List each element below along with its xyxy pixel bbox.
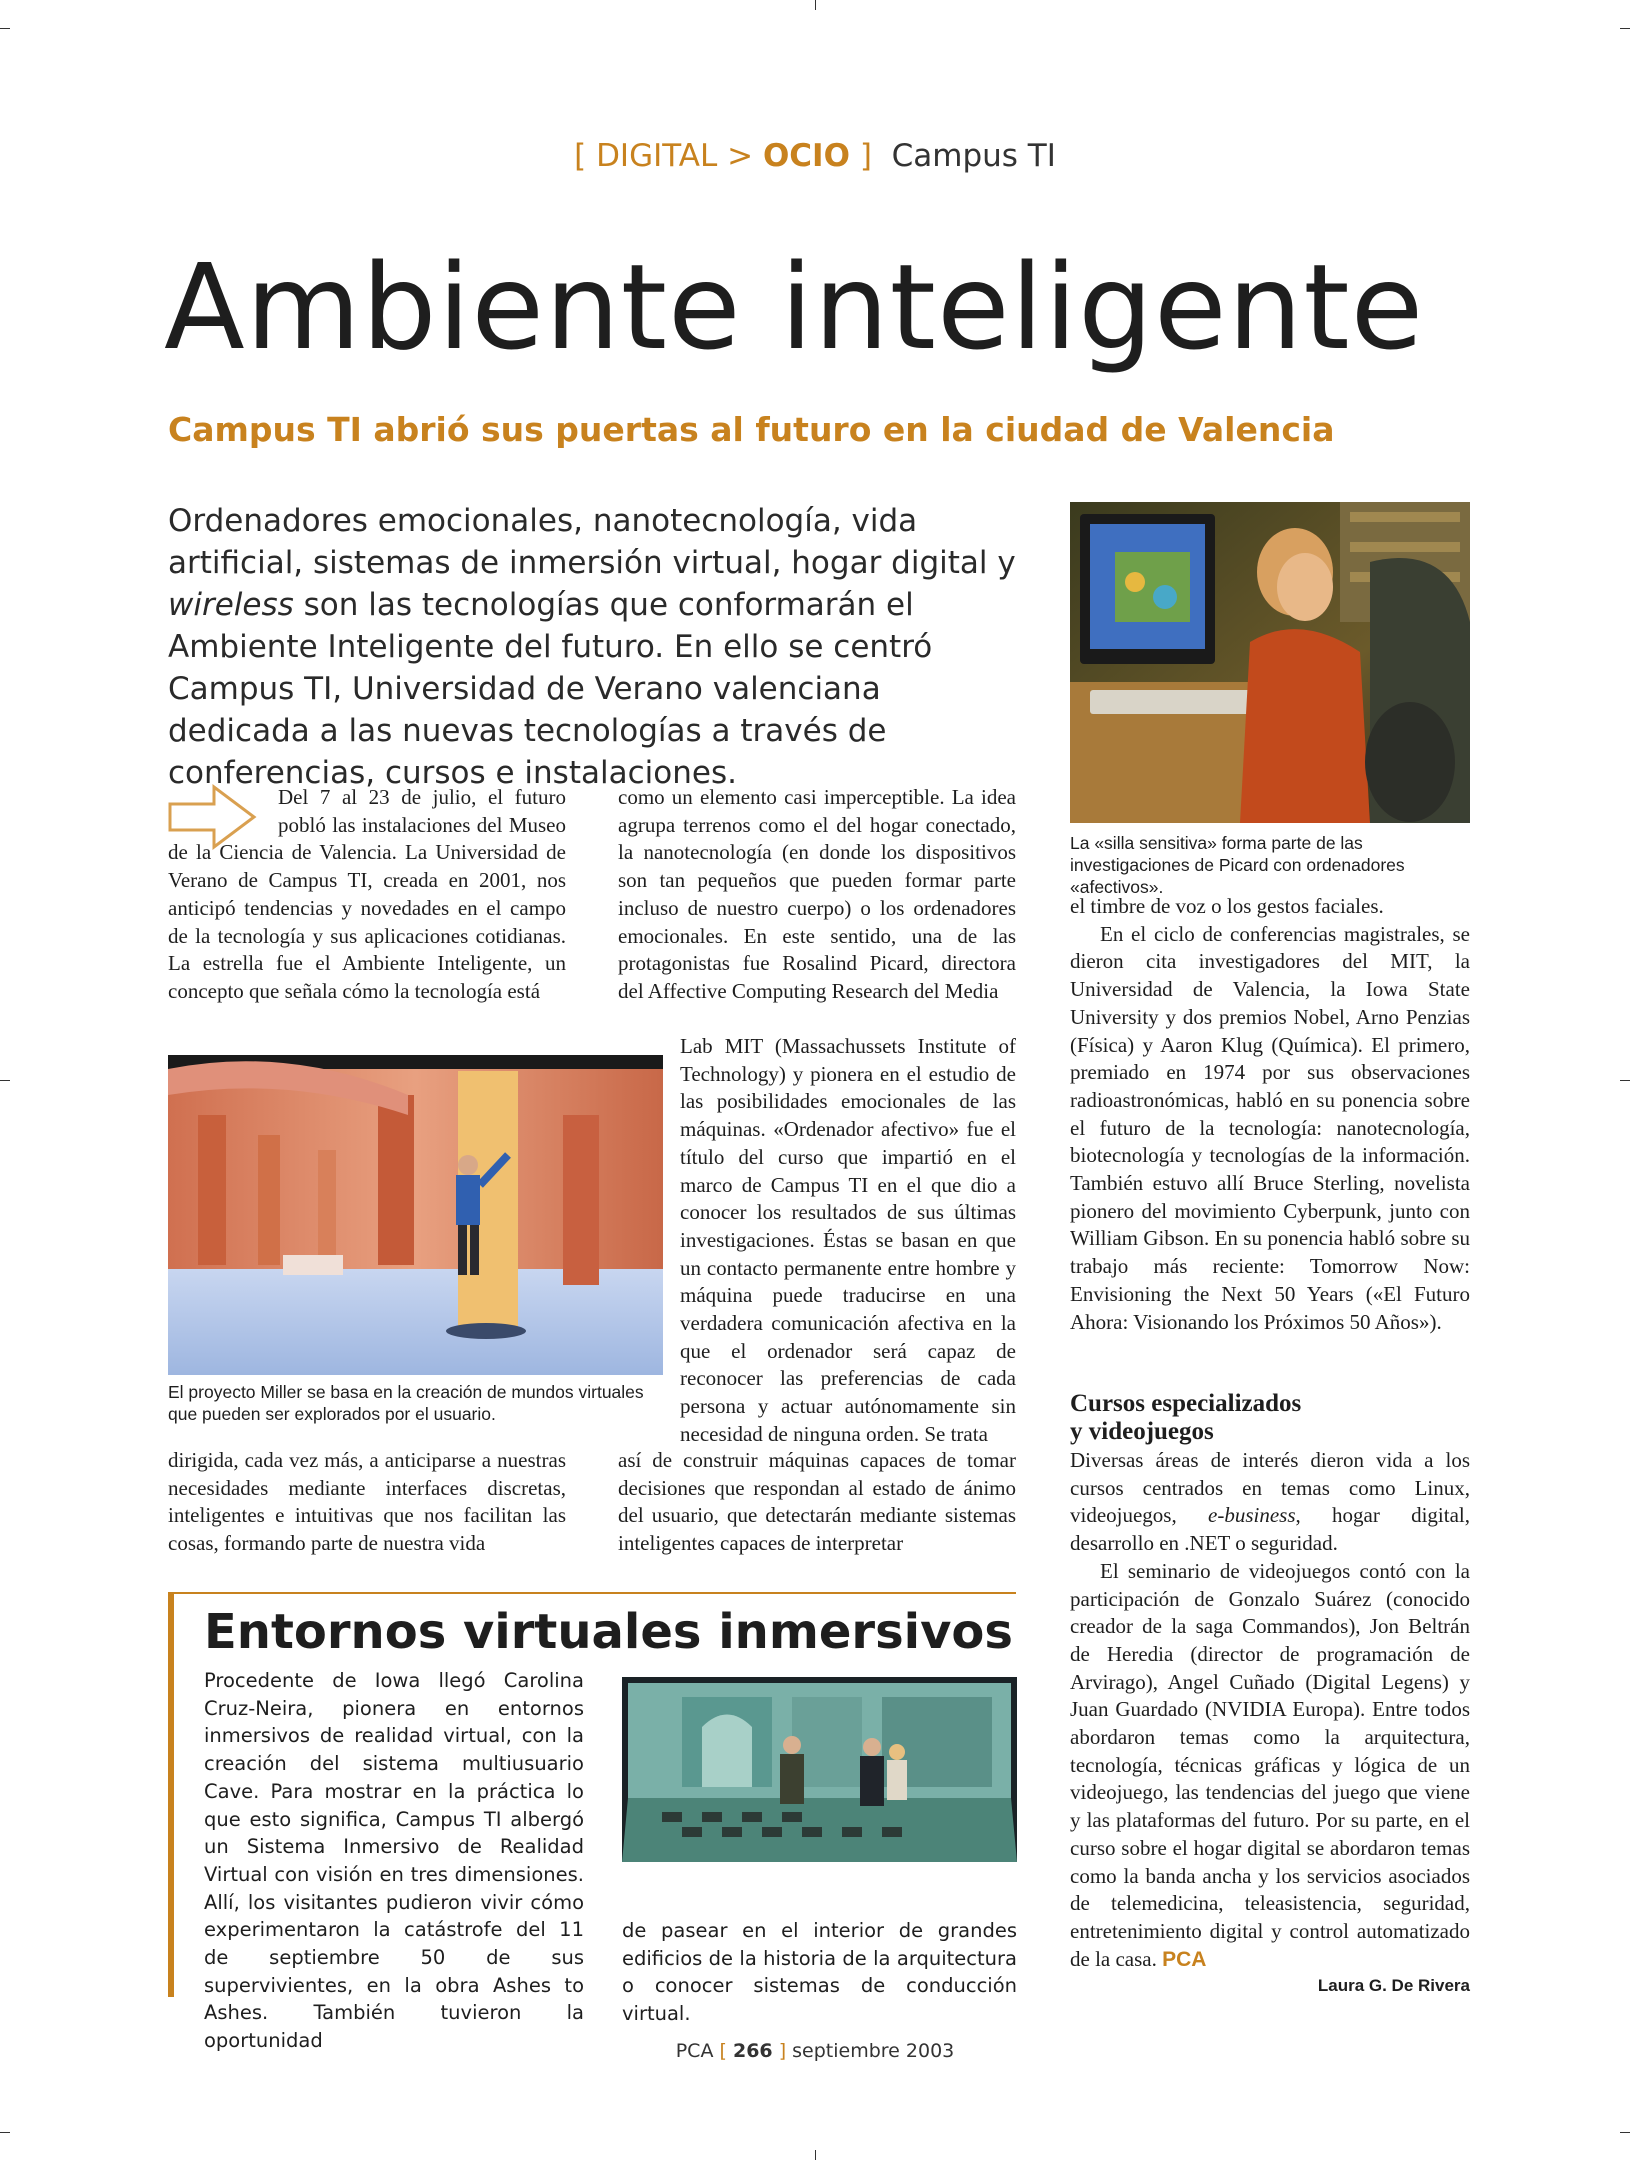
photo-child-computer bbox=[1070, 502, 1470, 823]
caption-child-photo: La «silla sensitiva» forma parte de las investigaciones de Picard con ordenadores «afectivos». bbox=[1070, 833, 1405, 897]
crop-mark bbox=[0, 2132, 10, 2133]
footer-date: septiembre 2003 bbox=[792, 2040, 955, 2062]
sidebar-text-left-p: Procedente de Iowa llegó Carolina Cruz-Neira, pionera en entornos inmersivos de realidad virtual, con la creación del sistema multiusuario Cave. Para mostrar en la práctica lo que esto significa, Campus TI albergó un Sistema Inmersivo de Realidad Virtual con visión en tres dimensiones. Allí, los visitantes pudieron vivir cómo experimentaron la catástrofe del 11 de septiembre 50 de sus supervivientes, en la obra Ashes to Ashes. También tuvieron la oportunidad bbox=[204, 1669, 584, 2053]
footer-page-number: 266 bbox=[732, 2040, 773, 2062]
sidebar-top-rule bbox=[168, 1592, 1016, 1594]
subtitle: Campus TI abrió sus puertas al futuro en la ciudad de Valencia bbox=[168, 410, 1335, 449]
col3-p1: el timbre de voz o los gestos faciales. bbox=[1070, 894, 1384, 918]
crop-mark bbox=[1620, 2132, 1630, 2133]
crop-mark bbox=[815, 0, 816, 10]
col2-top-text: como un elemento casi imperceptible. La idea agrupa terrenos como el del hogar conectado, la nanotecnología (en donde los dispositivos son tan pequeños que pueden formar parte incluso de nuestro cuerpo) o los ordenadores emocionales. En este sentido, una de las protagonistas fue Rosalind Picard, directora del Affective Computing Research del Media bbox=[618, 785, 1016, 1003]
header-section: Campus TI bbox=[891, 138, 1056, 174]
col2-middle-text: Lab MIT (Massachussets Institute of Technology) y pionera en el estudio de las posibilidades emocionales de las máquinas. «Ordenador afectivo» fue el título del curso que impartió en el marco de Campus TI en el que dio a conocer los resultados de sus últimas investigaciones. Éstas se basan en que un contacto permanente entre hombre y máquina puede traducirse en una verdadera comunicación afectiva en la que el ordenador será capaz de reconocer las preferencias de cada persona y actuar autónomamente sin necesidad de ninguna orden. Se trata bbox=[680, 1034, 1016, 1446]
author-credit: Laura G. De Rivera bbox=[1317, 1976, 1470, 1995]
col3-p3-em: e-business bbox=[1208, 1503, 1296, 1528]
sidebar-accent-bar bbox=[168, 1592, 174, 1997]
footer-open-bracket: [ bbox=[719, 2040, 727, 2062]
sidebar-text-right bbox=[622, 1917, 1017, 2028]
col1-top bbox=[168, 784, 566, 1006]
crop-mark bbox=[815, 2150, 816, 2160]
cursos-heading-line2: y videojuegos bbox=[1070, 1418, 1214, 1445]
intro-part2: son las tecnologías que conformarán el Ambiente Inteligente del futuro. En ello se centró Campus TI, Universidad de Verano valenciana dedicada a las nuevas tecnologías a través de conferencias, cursos e instalaciones. bbox=[168, 587, 933, 791]
section-header bbox=[0, 138, 1630, 174]
caption-miller-photo: El proyecto Miller se basa en la creación de mundos virtuales que pueden ser explorados por el usuario. bbox=[168, 1382, 644, 1424]
col2-bottom-text: así de construir máquinas capaces de tomar decisiones que respondan al estado de ánimo del usuario, que detectarán mediante sistemas inteligentes capaces de interpretar bbox=[618, 1448, 1016, 1556]
header-digital: DIGITAL bbox=[596, 138, 718, 174]
intro-part1: Ordenadores emocionales, nanotecnología, vida artificial, sistemas de inmersión virtual, hogar digital y bbox=[168, 503, 1016, 581]
page-title: Ambiente inteligente bbox=[164, 238, 1425, 376]
header-ocio: OCIO bbox=[762, 138, 850, 174]
sidebar-heading: Entornos virtuales inmersivos bbox=[204, 1604, 1013, 1660]
col3-p3-b: , hogar digital, desarrollo en .NET o seguridad. bbox=[1070, 1503, 1470, 1556]
cursos-heading bbox=[1070, 1390, 1470, 1446]
arrow-spacer bbox=[168, 784, 278, 836]
sidebar-text-right-p: de pasear en el interior de grandes edificios de la historia de la arquitectura o conocer sistemas de conducción virtual. bbox=[622, 1919, 1017, 2026]
crop-mark bbox=[0, 28, 10, 29]
intro-paragraph bbox=[168, 500, 1028, 794]
col2-top bbox=[618, 784, 1016, 1006]
intro-emphasis: wireless bbox=[168, 587, 294, 623]
crop-mark bbox=[1620, 1080, 1630, 1081]
cursos-heading-line1: Cursos especializados bbox=[1070, 1390, 1302, 1417]
col3-p2: En el ciclo de conferencias magistrales, se dieron cita investigadores del MIT, la Universidad de Valencia, la Iowa State University y dos premios Nobel, Arno Penzias (Física) y Aaron Klug (Química). El primero, premiado en 1974 por sus observaciones radioastronómicas, habló en su ponencia sobre el futuro de la tecnología: nanotecnología, biotecnología y tecnologías de la información. También estuvo allí Bruce Sterling, novelista pionero del movimiento Cyberpunk, junto con William Gibson. En su ponencia habló sobre su trabajo más reciente: Tomorrow Now: Envisioning the Next 50 Years («El Futuro Ahora: Visionando los Próximos 50 Años»). bbox=[1070, 921, 1470, 1334]
crop-mark bbox=[1620, 28, 1630, 29]
col3-top bbox=[1070, 893, 1470, 1336]
crop-mark bbox=[0, 1080, 10, 1081]
header-open-bracket: [ bbox=[574, 138, 587, 174]
col1-top-text: Del 7 al 23 de julio, el futuro pobló las instalaciones del Museo de la Ciencia de Valencia. La Universidad de Verano de Campus TI, creada en 2001, nos anticipó tendencias y novedades en el campo de la tecnología y sus aplicaciones cotidianas. La estrella fue el Ambiente Inteligente, un concepto que señala cómo la tecnología está bbox=[168, 785, 566, 1003]
col3-p4: El seminario de videojuegos contó con la participación de Gonzalo Suárez (conocido creador de la saga Commandos), Jon Beltrán de Heredia (director de programación de Arvirago), Angel Cuñado (Digital Legens) y Juan Guardado (NVIDIA Europa). Entre todos abordaron temas como la arquitectura, tecnología, técnicas gráficas y lógica de un videojuego, las tendencias del juego que viene y las plataformas del futuro. Por su parte, en el curso sobre el hogar digital se abordaron temas como la banda ancha y los servicios asociados de telemedicina, teleasistencia, seguridad, entretenimiento digital y control automatizado de la casa. bbox=[1070, 1558, 1470, 1971]
col3-p3-a: Diversas áreas de interés dieron vida a los cursos centrados en temas como Linux, videojuegos, bbox=[1070, 1448, 1470, 1528]
footer-close-bracket: ] bbox=[778, 2040, 787, 2062]
footer-magazine: PCA bbox=[675, 2040, 714, 2062]
page-footer bbox=[0, 2040, 1630, 2062]
col3-bottom bbox=[1070, 1447, 1470, 1973]
photo-immersive-room bbox=[622, 1677, 1017, 1862]
photo-miller-virtual bbox=[168, 1055, 663, 1375]
pca-signature: PCA bbox=[1162, 1947, 1207, 1971]
header-separator: > bbox=[727, 138, 754, 174]
sidebar-text-left bbox=[204, 1667, 584, 2055]
header-close-bracket: ] bbox=[859, 138, 872, 174]
col2-middle bbox=[680, 1033, 1016, 1449]
col1-bottom-text: dirigida, cada vez más, a anticiparse a nuestras necesidades mediante interfaces discretas, inteligentes e intuitivas que nos facilitan las cosas, formando parte de nuestra vida bbox=[168, 1448, 566, 1556]
col1-bottom bbox=[168, 1447, 566, 1558]
col2-bottom bbox=[618, 1447, 1016, 1558]
